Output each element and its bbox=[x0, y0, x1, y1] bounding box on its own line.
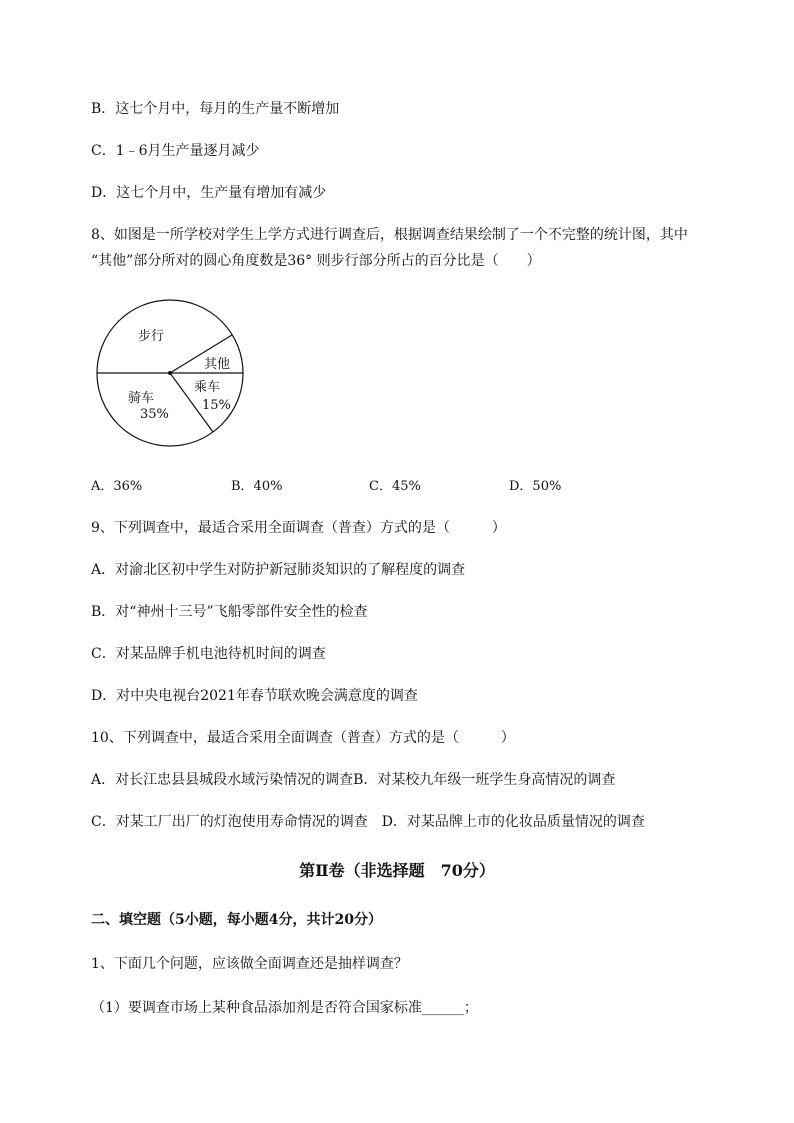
q10-stem: 10、下列调查中，最适合采用全面调查（普查）方式的是（ ） bbox=[91, 730, 515, 746]
q8-option-d: D．50% bbox=[509, 479, 562, 494]
q8-option-a: A．36% bbox=[91, 479, 143, 494]
q10-options-ab: A．对长江忠县县城段水域污染情况的调查B．对某校九年级一班学生身高情况的调查 bbox=[91, 772, 616, 788]
q7-option-b: B．这七个月中，每月的生产量不断增加 bbox=[91, 101, 340, 117]
q9-option-d: D．对中央电视台2021年春节联欢晚会满意度的调查 bbox=[91, 688, 418, 704]
slice-value-bus: 15% bbox=[202, 398, 231, 413]
slice-label-bike: 骑车 bbox=[128, 391, 155, 406]
pie-chart bbox=[90, 291, 250, 451]
pie-center-dot bbox=[168, 371, 172, 375]
part2-title: 第Ⅱ卷（非选择题 70分） bbox=[299, 861, 495, 880]
slice-label-bus: 乘车 bbox=[194, 380, 221, 395]
q9-option-c: C．对某品牌手机电池待机时间的调查 bbox=[91, 646, 326, 662]
fill-q1-stem: 1、下面几个问题，应该做全面调查还是抽样调查？ bbox=[91, 956, 408, 972]
q9-option-b: B．对“神州十三号”飞船零部件安全性的检查 bbox=[91, 604, 368, 620]
q9-option-a: A．对渝北区初中学生对防护新冠肺炎知识的了解程度的调查 bbox=[91, 562, 466, 578]
fill-in-section-heading: 二、填空题（5小题，每小题4分，共计20分） bbox=[91, 912, 382, 928]
q8-option-b: B．40% bbox=[231, 479, 283, 494]
q9-stem: 9、下列调查中，最适合采用全面调查（普查）方式的是（ ） bbox=[91, 520, 506, 536]
slice-label-walk: 步行 bbox=[138, 329, 165, 344]
q7-option-c: C．1﹣6月生产量逐月减少 bbox=[91, 143, 260, 159]
q8-stem-line1: 8、如图是一所学校对学生上学方式进行调查后，根据调查结果绘制了一个不完整的统计图，其中 bbox=[91, 227, 688, 243]
fill-q1-sub1: （1）要调查市场上某种食品添加剂是否符合国家标准______； bbox=[91, 1000, 478, 1016]
slice-label-other: 其他 bbox=[204, 357, 231, 372]
slice-value-bike: 35% bbox=[140, 407, 169, 422]
q8-stem-line2: “其他”部分所对的圆心角度数是36° 则步行部分所占的百分比是（ ） bbox=[91, 253, 541, 269]
q8-option-c: C．45% bbox=[369, 479, 421, 494]
q7-option-d: D．这七个月中，生产量有增加有减少 bbox=[91, 185, 327, 201]
q8-options-row bbox=[91, 478, 691, 496]
q10-options-cd: C．对某工厂出厂的灯泡使用寿命情况的调查 D．对某品牌上市的化妆品质量情况的调查 bbox=[91, 814, 645, 830]
